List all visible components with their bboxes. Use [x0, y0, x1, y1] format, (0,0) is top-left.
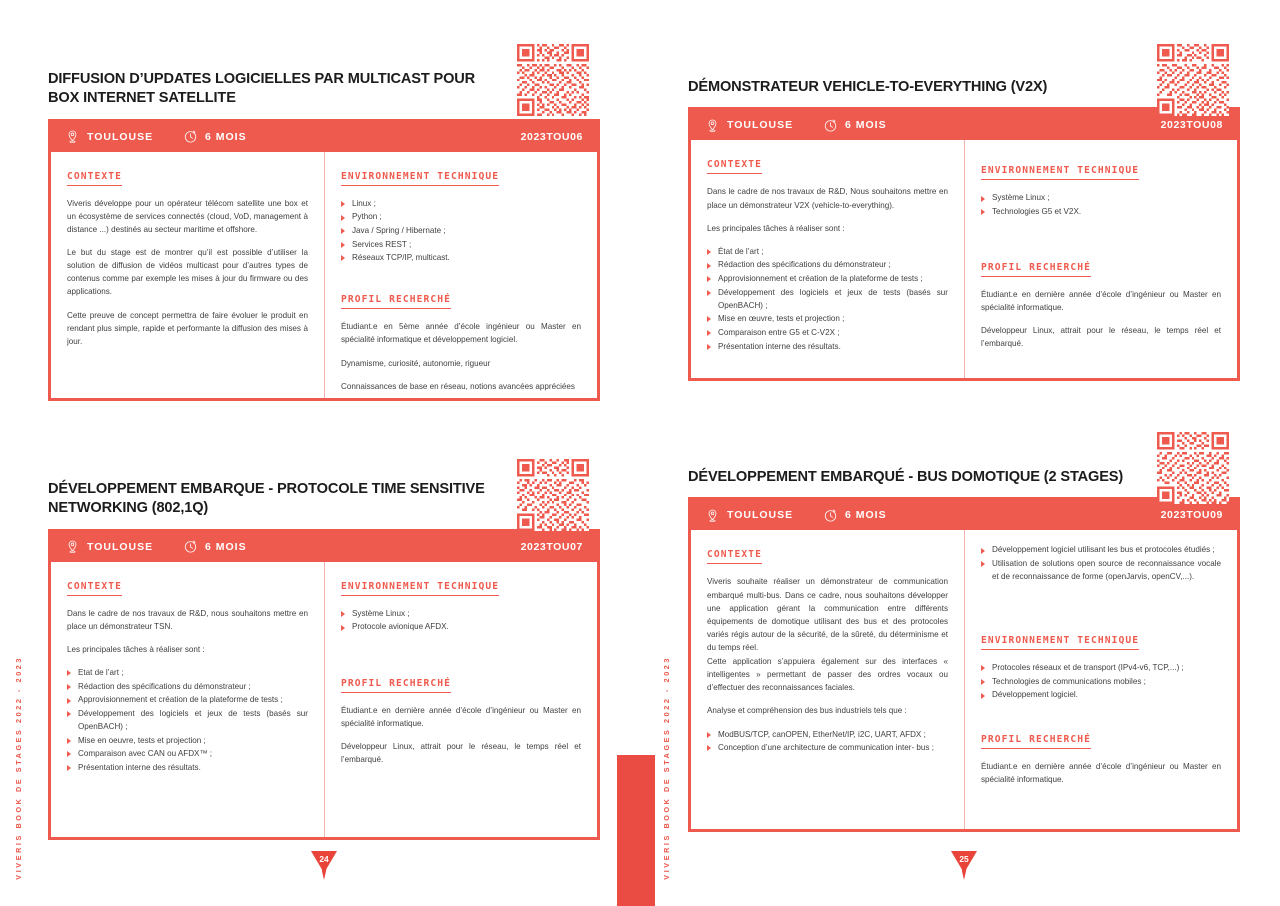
profile-paragraph: Étudiant.e en dernière année d’école d’ingénieur ou Master en spécialité informatique.	[341, 705, 581, 728]
page-number: 24	[319, 853, 329, 864]
profile-paragraph: Développeur Linux, attrait pour le réseau, le temps réel et l’embarqué.	[341, 741, 581, 764]
list-item: Mise en œuvre, tests et projection ;	[707, 312, 948, 325]
section-heading-contexte: CONTEXTE	[67, 171, 122, 186]
offer-card-1	[48, 70, 600, 401]
list-item: Approvisionnement et création de la plateforme de tests ;	[67, 693, 308, 706]
list-item: Protocoles réseaux et de transport (IPv4-v6, TCP,...) ;	[981, 661, 1221, 674]
list-item: Linux ;	[341, 197, 581, 210]
list-item: Réseaux TCP/IP, multicast.	[341, 251, 581, 264]
list-item: Protocole avionique AFDX.	[341, 620, 581, 633]
context-paragraph: Le but du stage est de montrer qu’il est possible d’utiliser la solution de diffusion de vidéos multicast pour d’autres types de contenus comme par exemple les mises à jour du firmware ou des applications.	[67, 248, 308, 297]
qr-code-graphic	[517, 459, 589, 531]
offer-context-column	[51, 152, 325, 398]
profile-paragraph: Étudiant.e en 5ème année d’école ingénieur ou Master en spécialité informatique et développement logiciel.	[341, 322, 581, 345]
environment-list	[981, 661, 1221, 701]
list-item: Python ;	[341, 210, 581, 223]
offer-frame	[688, 497, 1240, 832]
list-item: Services REST ;	[341, 238, 581, 251]
gutter-accent-block	[617, 755, 655, 906]
profile-paragraph: Connaissances de base en réseau, notions avancées appréciées	[341, 381, 575, 391]
profile-paragraph: Dynamisme, curiosité, autonomie, rigueur	[341, 358, 491, 368]
section-heading-contexte: CONTEXTE	[707, 159, 762, 174]
offer-location	[65, 539, 183, 554]
offer-header	[51, 122, 597, 152]
offer-reference: 2023TOU09	[1160, 509, 1223, 522]
qr-code-offer-4[interactable]	[1157, 432, 1229, 504]
development-list	[981, 543, 1221, 583]
offer-reference: 2023TOU07	[520, 540, 583, 553]
offer-card-2	[688, 78, 1240, 381]
offer-location-label: TOULOUSE	[87, 130, 154, 143]
list-item: Comparaison avec CAN ou AFDX™ ;	[67, 747, 308, 760]
qr-code-offer-1[interactable]	[517, 44, 589, 116]
offer-title: DIFFUSION D’UPDATES LOGICIELLES PAR MULTICAST POUR BOX INTERNET SATELLITE	[48, 71, 476, 107]
offer-header	[691, 110, 1237, 140]
offer-technical-column	[965, 530, 1237, 829]
offer-location-label: TOULOUSE	[727, 119, 794, 132]
offer-technical-column	[325, 562, 597, 837]
list-item: Système Linux ;	[981, 191, 1221, 204]
section-heading-profil: PROFIL RECHERCHÉ	[341, 294, 451, 309]
offer-context-column	[51, 562, 325, 837]
environment-list	[341, 607, 581, 634]
qr-code-offer-2[interactable]	[1157, 44, 1229, 116]
offer-body	[51, 152, 597, 398]
offer-duration	[823, 508, 887, 523]
offer-location	[705, 118, 823, 133]
list-item: Mise en oeuvre, tests et projection ;	[67, 734, 308, 747]
offer-reference: 2023TOU08	[1160, 119, 1223, 132]
list-item: Conception d’une architecture de communication inter- bus ;	[707, 741, 948, 754]
map-pin-icon	[65, 539, 80, 554]
offer-location	[65, 129, 183, 144]
context-paragraph: Cette preuve de concept permettra de faire évoluer le produit en rendant plus simple, rapide et performante la diffusion des mises à jour.	[67, 310, 308, 346]
list-item: Rédaction des spécifications du démonstrateur ;	[67, 680, 308, 693]
qr-code-graphic	[1157, 44, 1229, 116]
list-item: Système Linux ;	[341, 607, 581, 620]
list-item: Développement logiciel utilisant les bus et protocoles étudiés ;	[981, 543, 1221, 556]
running-foot-left: VIVERIS BOOK DE STAGES 2022 - 2023	[14, 656, 23, 880]
offer-duration	[183, 539, 247, 554]
context-paragraph: Les principales tâches à réaliser sont :	[67, 645, 205, 655]
section-heading-environnement: ENVIRONNEMENT TECHNIQUE	[341, 171, 499, 186]
offer-header	[51, 532, 597, 562]
profile-paragraph: Développeur Linux, attrait pour le réseau, le temps réel et l’embarqué.	[981, 326, 1221, 349]
context-paragraph: Viveris développe pour un opérateur télécom satellite une box et un écosystème de services connectés (cloud, VoD, management à distance ...) destinés au secteur maritime et offshore.	[67, 198, 308, 235]
offer-technical-column	[965, 140, 1237, 378]
context-paragraph: Dans le cadre de nos travaux de R&D, Nous souhaitons mettre en place un démonstrateur V2X (vehicle-to-everything).	[707, 187, 948, 210]
section-heading-environnement: ENVIRONNEMENT TECHNIQUE	[341, 581, 499, 596]
viveris-triangle-stem-icon	[322, 869, 327, 880]
offer-reference: 2023TOU06	[520, 130, 583, 143]
profile-paragraph: Étudiant.e en dernière année d’école d’ingénieur ou Master en spécialité informatique.	[981, 290, 1221, 313]
offer-frame	[688, 107, 1240, 381]
list-item: Technologies de communications mobiles ;	[981, 675, 1221, 688]
clock-icon	[823, 508, 838, 523]
clock-icon	[183, 129, 198, 144]
offer-context-column	[691, 530, 965, 829]
page-number-badge-left	[311, 851, 337, 881]
list-item: Rédaction des spécifications du démonstrateur ;	[707, 258, 948, 271]
offer-card-4	[688, 468, 1240, 832]
environment-list	[981, 191, 1221, 218]
qr-code-graphic	[517, 44, 589, 116]
list-item: Présentation interne des résultats.	[707, 340, 948, 353]
page-number-badge-right	[951, 851, 977, 881]
section-heading-profil: PROFIL RECHERCHÉ	[341, 678, 451, 693]
offer-title: DÉMONSTRATEUR VEHICLE-TO-EVERYTHING (V2X)	[688, 79, 1048, 95]
qr-code-offer-3[interactable]	[517, 459, 589, 531]
offer-location-label: TOULOUSE	[727, 509, 794, 522]
offer-card-3	[48, 480, 600, 840]
context-paragraph: Dans le cadre de nos travaux de R&D, nous souhaitons mettre en place un démonstrateur TSN.	[67, 608, 308, 631]
list-item: Développement des logiciels et jeux de tests (basés sur OpenBACH) ;	[67, 707, 308, 733]
list-item: Comparaison entre G5 et C-V2X ;	[707, 326, 948, 339]
profile-paragraph: Étudiant.e en dernière année d’école d’ingénieur ou Master en spécialité informatique.	[981, 761, 1221, 784]
offer-title: DÉVELOPPEMENT EMBARQUÉ - BUS DOMOTIQUE (2 STAGES)	[688, 469, 1124, 485]
map-pin-icon	[65, 129, 80, 144]
context-paragraph: Viveris souhaite réaliser un démonstrateur de communication embarqué multi-bus. Dans ce cadre, nous souhaitons développer une application gérant la communication entre différents équipements de domotique utilisant des bus et des protocoles variés régis autour de la sécurité, de la sûreté, du déterminisme et du temps réel.	[707, 577, 948, 652]
environment-list	[341, 197, 581, 265]
map-pin-icon	[705, 118, 720, 133]
context-paragraph: Analyse et compréhension des bus industriels tels que :	[707, 706, 907, 716]
section-heading-environnement: ENVIRONNEMENT TECHNIQUE	[981, 635, 1139, 650]
list-item: Développement des logiciels et jeux de tests (basés sur OpenBACH) ;	[707, 286, 948, 312]
viveris-triangle-stem-icon	[962, 869, 967, 880]
offer-duration-label: 6 MOIS	[205, 130, 247, 143]
clock-icon	[183, 539, 198, 554]
offer-duration-label: 6 MOIS	[205, 540, 247, 553]
context-paragraph: Les principales tâches à réaliser sont :	[707, 223, 845, 233]
section-heading-profil: PROFIL RECHERCHÉ	[981, 734, 1091, 749]
offer-duration-label: 6 MOIS	[845, 509, 887, 522]
offer-duration	[183, 129, 247, 144]
list-item: Utilisation de solutions open source de reconnaissance vocale et de reconnaissance de forme (openJarvis, openCV,...).	[981, 557, 1221, 583]
offer-body	[51, 562, 597, 837]
qr-code-graphic	[1157, 432, 1229, 504]
context-paragraph: Cette application s’appuiera également sur des interfaces « intelligentes » permettant de passer des ordres vocaux ou d’effectuer des reconnaissances faciales.	[707, 657, 948, 693]
list-item: Présentation interne des résultats.	[67, 761, 308, 774]
list-item: ModBUS/TCP, canOPEN, EtherNet/IP, i2C, UART, AFDX ;	[707, 728, 948, 741]
offer-location	[705, 508, 823, 523]
section-heading-environnement: ENVIRONNEMENT TECHNIQUE	[981, 165, 1139, 180]
running-foot-right: VIVERIS BOOK DE STAGES 2022 - 2023	[662, 656, 671, 880]
offer-title: DÉVELOPPEMENT EMBARQUE - PROTOCOLE TIME SENSITIVE NETWORKING (802,1Q)	[48, 481, 485, 517]
offer-duration	[823, 118, 887, 133]
offer-body	[691, 530, 1237, 829]
section-heading-profil: PROFIL RECHERCHÉ	[981, 262, 1091, 277]
offer-header	[691, 500, 1237, 530]
list-item: Etat de l’art ;	[67, 666, 308, 679]
offer-context-column	[691, 140, 965, 378]
page-right	[640, 0, 1280, 906]
offer-location-label: TOULOUSE	[87, 540, 154, 553]
list-item: État de l’art ;	[707, 245, 948, 258]
offer-frame	[48, 119, 600, 401]
task-list	[67, 666, 308, 774]
list-item: Développement logiciel.	[981, 688, 1221, 701]
offer-technical-column	[325, 152, 597, 398]
section-heading-contexte: CONTEXTE	[67, 581, 122, 596]
task-list	[707, 245, 948, 353]
page-number: 25	[959, 853, 969, 864]
task-list	[707, 728, 948, 755]
list-item: Java / Spring / Hibernate ;	[341, 224, 581, 237]
list-item: Technologies G5 et V2X.	[981, 205, 1221, 218]
offer-body	[691, 140, 1237, 378]
section-heading-contexte: CONTEXTE	[707, 549, 762, 564]
map-pin-icon	[705, 508, 720, 523]
offer-frame	[48, 529, 600, 840]
offer-duration-label: 6 MOIS	[845, 119, 887, 132]
clock-icon	[823, 118, 838, 133]
list-item: Approvisionnement et création de la plateforme de tests ;	[707, 272, 948, 285]
